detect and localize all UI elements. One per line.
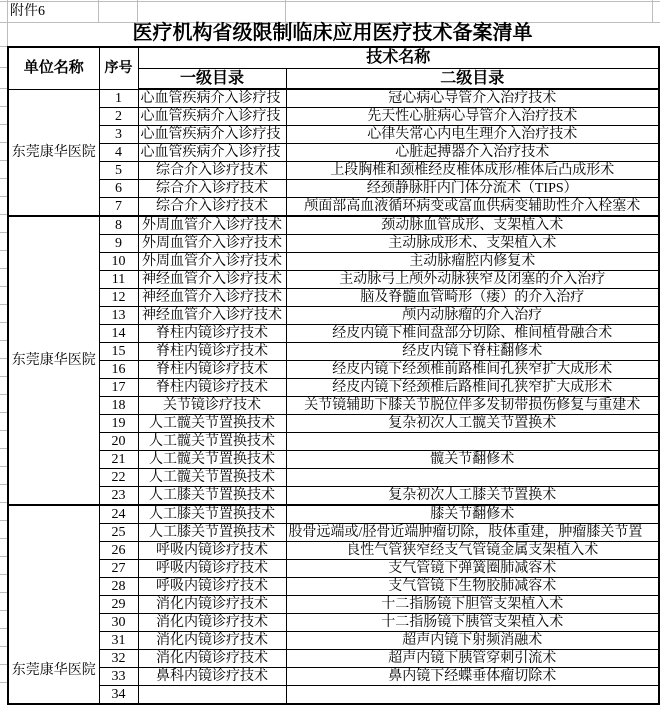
level1-cell[interactable]: 脊柱内镜诊疗技术: [138, 361, 286, 379]
level2-cell[interactable]: 经皮内镜下经颈椎前路椎间孔狭窄扩大成形术: [286, 361, 659, 379]
gridline: [0, 142, 7, 143]
serial-cell[interactable]: 4: [99, 144, 138, 162]
gridline: [0, 664, 7, 665]
table-row: [8, 307, 659, 325]
gridline: [0, 376, 7, 377]
table-row: [8, 271, 659, 289]
serial-cell[interactable]: 25: [99, 524, 138, 542]
level1-cell[interactable]: 心血管疾病介入诊疗技: [138, 89, 286, 108]
table-row: [8, 596, 659, 614]
serial-cell[interactable]: 9: [99, 235, 138, 253]
gridline: [0, 538, 7, 539]
gridline: [0, 394, 7, 395]
table-row: [8, 614, 659, 632]
serial-cell[interactable]: 8: [99, 216, 138, 235]
header-serial[interactable]: 序号: [99, 47, 138, 89]
table-row: [8, 451, 659, 469]
level2-cell[interactable]: 经皮内镜下脊柱翻修术: [286, 343, 659, 361]
header-level2[interactable]: 二级目录: [286, 68, 659, 89]
level2-cell[interactable]: 经皮内镜下椎间盘部分切除、椎间植骨融合术: [286, 325, 659, 343]
level1-cell[interactable]: 呼吸内镜诊疗技术: [138, 542, 286, 560]
level1-cell[interactable]: 消化内镜诊疗技术: [138, 596, 286, 614]
gridline: [0, 430, 7, 431]
gridline: [0, 610, 7, 611]
level1-cell[interactable]: 人工膝关节置换技术: [138, 524, 286, 542]
unit-name-cell[interactable]: 东莞康华医院: [8, 505, 99, 704]
gridline: [0, 628, 7, 629]
gridline: [0, 46, 7, 47]
level2-cell[interactable]: 颈动脉血管成形、支架植入术: [286, 216, 659, 235]
table-row: [8, 343, 659, 361]
page-title[interactable]: 医疗机构省级限制临床应用医疗技术备案清单: [132, 22, 533, 44]
table-row: [8, 162, 659, 180]
level2-cell[interactable]: 关节镜辅助下膝关节脱位伴多发韧带损伤修复与重建术: [286, 397, 659, 415]
attachment-label[interactable]: 附件6: [10, 4, 45, 19]
table-row: [8, 578, 659, 596]
serial-cell[interactable]: 11: [99, 271, 138, 289]
level1-cell[interactable]: 心血管疾病介入诊疗技: [138, 144, 286, 162]
gridline: [0, 106, 7, 107]
gridline: [0, 67, 7, 68]
level1-cell[interactable]: 外周血管介入诊疗技术: [138, 216, 286, 235]
level1-cell[interactable]: 关节镜诊疗技术: [138, 397, 286, 415]
header-unit-name[interactable]: 单位名称: [8, 47, 99, 89]
level1-cell[interactable]: 脊柱内镜诊疗技术: [138, 343, 286, 361]
level1-cell[interactable]: 人工膝关节置换技术: [138, 505, 286, 524]
level2-cell[interactable]: 颅面部高血液循环病变或富血供病变辅助性介入栓塞术: [286, 198, 659, 217]
level2-cell[interactable]: 髋关节翻修术: [286, 451, 659, 469]
level2-cell[interactable]: 冠心病心导管介入治疗技术: [286, 89, 659, 108]
table-row: [8, 144, 659, 162]
table-body: [8, 89, 659, 704]
serial-cell[interactable]: 29: [99, 596, 138, 614]
level1-cell[interactable]: 鼻科内镜诊疗技术: [138, 668, 286, 686]
table-row: [8, 560, 659, 578]
level1-cell[interactable]: 呼吸内镜诊疗技术: [138, 560, 286, 578]
gridline: [0, 304, 7, 305]
gridline: [652, 0, 653, 22]
table-row: [8, 253, 659, 271]
gridline: [0, 322, 7, 323]
gridline: [0, 412, 7, 413]
unit-name-cell[interactable]: 东莞康华医院: [8, 89, 99, 216]
table-header: [8, 47, 659, 89]
table-row: [8, 433, 659, 451]
level2-cell[interactable]: 主动脉弓上颅外动脉狭窄及闭塞的介入治疗: [286, 271, 659, 289]
header-row-1: [8, 47, 659, 68]
header-level1[interactable]: 一级目录: [138, 68, 286, 89]
level2-cell[interactable]: 上段胸椎和颈椎经皮椎体成形/椎体后凸成形术: [286, 162, 659, 180]
gridline: [0, 160, 7, 161]
serial-cell[interactable]: 24: [99, 505, 138, 524]
level2-cell[interactable]: 颅内动脉瘤的介入治疗: [286, 307, 659, 325]
gridline: [0, 484, 7, 485]
level2-cell[interactable]: 良性气管狭窄经支气管镜金属支架植入术: [286, 542, 659, 560]
level1-cell[interactable]: 人工髋关节置换技术: [138, 451, 286, 469]
serial-cell[interactable]: 17: [99, 379, 138, 397]
records-table: [7, 46, 660, 705]
level2-cell[interactable]: 支气管镜下生物胶肺减容术: [286, 578, 659, 596]
table-row: [8, 108, 659, 126]
serial-cell[interactable]: 32: [99, 650, 138, 668]
serial-cell[interactable]: 30: [99, 614, 138, 632]
level1-cell[interactable]: 消化内镜诊疗技术: [138, 614, 286, 632]
level1-cell[interactable]: 人工髋关节置换技术: [138, 469, 286, 487]
gridline: [0, 574, 7, 575]
table-row: [8, 686, 659, 705]
unit-name-cell[interactable]: 东莞康华医院: [8, 216, 99, 505]
level1-cell[interactable]: 综合介入诊疗技术: [138, 198, 286, 217]
level2-cell[interactable]: 超声内镜下射频消融术: [286, 632, 659, 650]
table-row: [8, 505, 659, 524]
table-row: [8, 289, 659, 307]
level2-cell[interactable]: 主动脉成形术、支架植入术: [286, 235, 659, 253]
serial-cell[interactable]: 14: [99, 325, 138, 343]
gridline: [0, 1, 660, 2]
level2-cell[interactable]: 复杂初次人工髋关节置换术: [286, 415, 659, 433]
level1-cell[interactable]: 脊柱内镜诊疗技术: [138, 325, 286, 343]
gridline: [0, 268, 7, 269]
gridline: [0, 682, 7, 683]
gridline: [0, 286, 7, 287]
table-row: [8, 542, 659, 560]
serial-cell[interactable]: 7: [99, 198, 138, 217]
table-row: [8, 216, 659, 235]
serial-cell[interactable]: 3: [99, 126, 138, 144]
table-row: [8, 469, 659, 487]
serial-cell[interactable]: 33: [99, 668, 138, 686]
serial-cell[interactable]: 28: [99, 578, 138, 596]
level1-cell[interactable]: [138, 686, 286, 705]
table-row: [8, 487, 659, 506]
serial-cell[interactable]: 2: [99, 108, 138, 126]
serial-cell[interactable]: 16: [99, 361, 138, 379]
level1-cell[interactable]: 人工髋关节置换技术: [138, 415, 286, 433]
table-row: [8, 180, 659, 198]
serial-cell[interactable]: 13: [99, 307, 138, 325]
level2-cell[interactable]: 鼻内镜下经蝶垂体瘤切除术: [286, 668, 659, 686]
serial-cell[interactable]: 6: [99, 180, 138, 198]
level1-cell[interactable]: 消化内镜诊疗技术: [138, 632, 286, 650]
level1-cell[interactable]: 人工膝关节置换技术: [138, 487, 286, 506]
serial-cell[interactable]: 23: [99, 487, 138, 506]
level2-cell[interactable]: 主动脉瘤腔内修复术: [286, 253, 659, 271]
level1-cell[interactable]: 消化内镜诊疗技术: [138, 650, 286, 668]
table-row: [8, 650, 659, 668]
table-row: [8, 379, 659, 397]
level2-cell[interactable]: 心脏起搏器介入治疗技术: [286, 144, 659, 162]
level1-cell[interactable]: 综合介入诊疗技术: [138, 162, 286, 180]
gridline: [0, 502, 7, 503]
table-row: [8, 524, 659, 542]
header-tech-name[interactable]: 技术名称: [138, 47, 659, 68]
gridline: [0, 250, 7, 251]
gridline: [0, 448, 7, 449]
level1-cell[interactable]: 外周血管介入诊疗技术: [138, 253, 286, 271]
level2-cell[interactable]: 复杂初次人工膝关节置换术: [286, 487, 659, 506]
level2-cell[interactable]: 支气管镜下弹簧圈肺减容术: [286, 560, 659, 578]
level2-cell[interactable]: [286, 469, 659, 487]
serial-cell[interactable]: 26: [99, 542, 138, 560]
gridline: [0, 358, 7, 359]
table-row: [8, 632, 659, 650]
level2-cell[interactable]: 经颈静脉肝内门体分流术（TIPS）: [286, 180, 659, 198]
table-row: [8, 325, 659, 343]
gridline: [0, 340, 7, 341]
gridline: [0, 124, 7, 125]
level2-cell[interactable]: 十二指肠镜下胰管支架植入术: [286, 614, 659, 632]
serial-cell[interactable]: 15: [99, 343, 138, 361]
serial-cell[interactable]: 34: [99, 686, 138, 705]
serial-cell[interactable]: 18: [99, 397, 138, 415]
level2-cell[interactable]: 超声内镜下胰管穿刺引流术: [286, 650, 659, 668]
serial-cell[interactable]: 21: [99, 451, 138, 469]
table-row: [8, 126, 659, 144]
gridline: [0, 232, 7, 233]
level2-cell[interactable]: 心律失常心内电生理介入治疗技术: [286, 126, 659, 144]
level2-cell[interactable]: 脑及脊髓血管畸形（瘘）的介入治疗: [286, 289, 659, 307]
level2-cell[interactable]: 先天性心脏病心导管介入治疗技术: [286, 108, 659, 126]
serial-cell[interactable]: 20: [99, 433, 138, 451]
gridline: [0, 592, 7, 593]
gridline: [0, 556, 7, 557]
level1-cell[interactable]: 人工髋关节置换技术: [138, 433, 286, 451]
serial-cell[interactable]: 31: [99, 632, 138, 650]
gridline: [0, 214, 7, 215]
serial-cell[interactable]: 10: [99, 253, 138, 271]
gridline: [285, 0, 286, 22]
table-row: [8, 198, 659, 217]
level1-cell[interactable]: 心血管疾病介入诊疗技: [138, 108, 286, 126]
serial-cell[interactable]: 22: [99, 469, 138, 487]
serial-cell[interactable]: 1: [99, 89, 138, 108]
serial-cell[interactable]: 5: [99, 162, 138, 180]
table-row: [8, 235, 659, 253]
level2-cell[interactable]: [286, 433, 659, 451]
level2-cell[interactable]: 膝关节翻修术: [286, 505, 659, 524]
gridline: [0, 466, 7, 467]
level2-cell[interactable]: 十二指肠镜下胆管支架植入术: [286, 596, 659, 614]
table-row: [8, 415, 659, 433]
level1-cell[interactable]: 综合介入诊疗技术: [138, 180, 286, 198]
level1-cell[interactable]: 脊柱内镜诊疗技术: [138, 379, 286, 397]
level1-cell[interactable]: 神经血管介入诊疗技术: [138, 289, 286, 307]
gridline: [0, 88, 7, 89]
gridline: [0, 178, 7, 179]
level1-cell[interactable]: 呼吸内镜诊疗技术: [138, 578, 286, 596]
table-row: [8, 89, 659, 108]
table-row: [8, 361, 659, 379]
level2-cell[interactable]: [286, 686, 659, 705]
serial-cell[interactable]: 27: [99, 560, 138, 578]
table-row: [8, 668, 659, 686]
level1-cell[interactable]: 神经血管介入诊疗技术: [138, 307, 286, 325]
gridline: [0, 646, 7, 647]
gridline: [0, 520, 7, 521]
gridline: [137, 0, 138, 22]
gridline: [98, 0, 99, 22]
table-row: [8, 397, 659, 415]
level1-cell[interactable]: 外周血管介入诊疗技术: [138, 235, 286, 253]
serial-cell[interactable]: 19: [99, 415, 138, 433]
level1-cell[interactable]: 神经血管介入诊疗技术: [138, 271, 286, 289]
level1-cell[interactable]: 心血管疾病介入诊疗技: [138, 126, 286, 144]
gridline: [0, 196, 7, 197]
serial-cell[interactable]: 12: [99, 289, 138, 307]
level2-cell[interactable]: 股骨远端或/胫骨近端肿瘤切除，肢体重建，肿瘤膝关节置: [286, 524, 659, 542]
level2-cell[interactable]: 经皮内镜下经颈椎后路椎间孔狭窄扩大成形术: [286, 379, 659, 397]
